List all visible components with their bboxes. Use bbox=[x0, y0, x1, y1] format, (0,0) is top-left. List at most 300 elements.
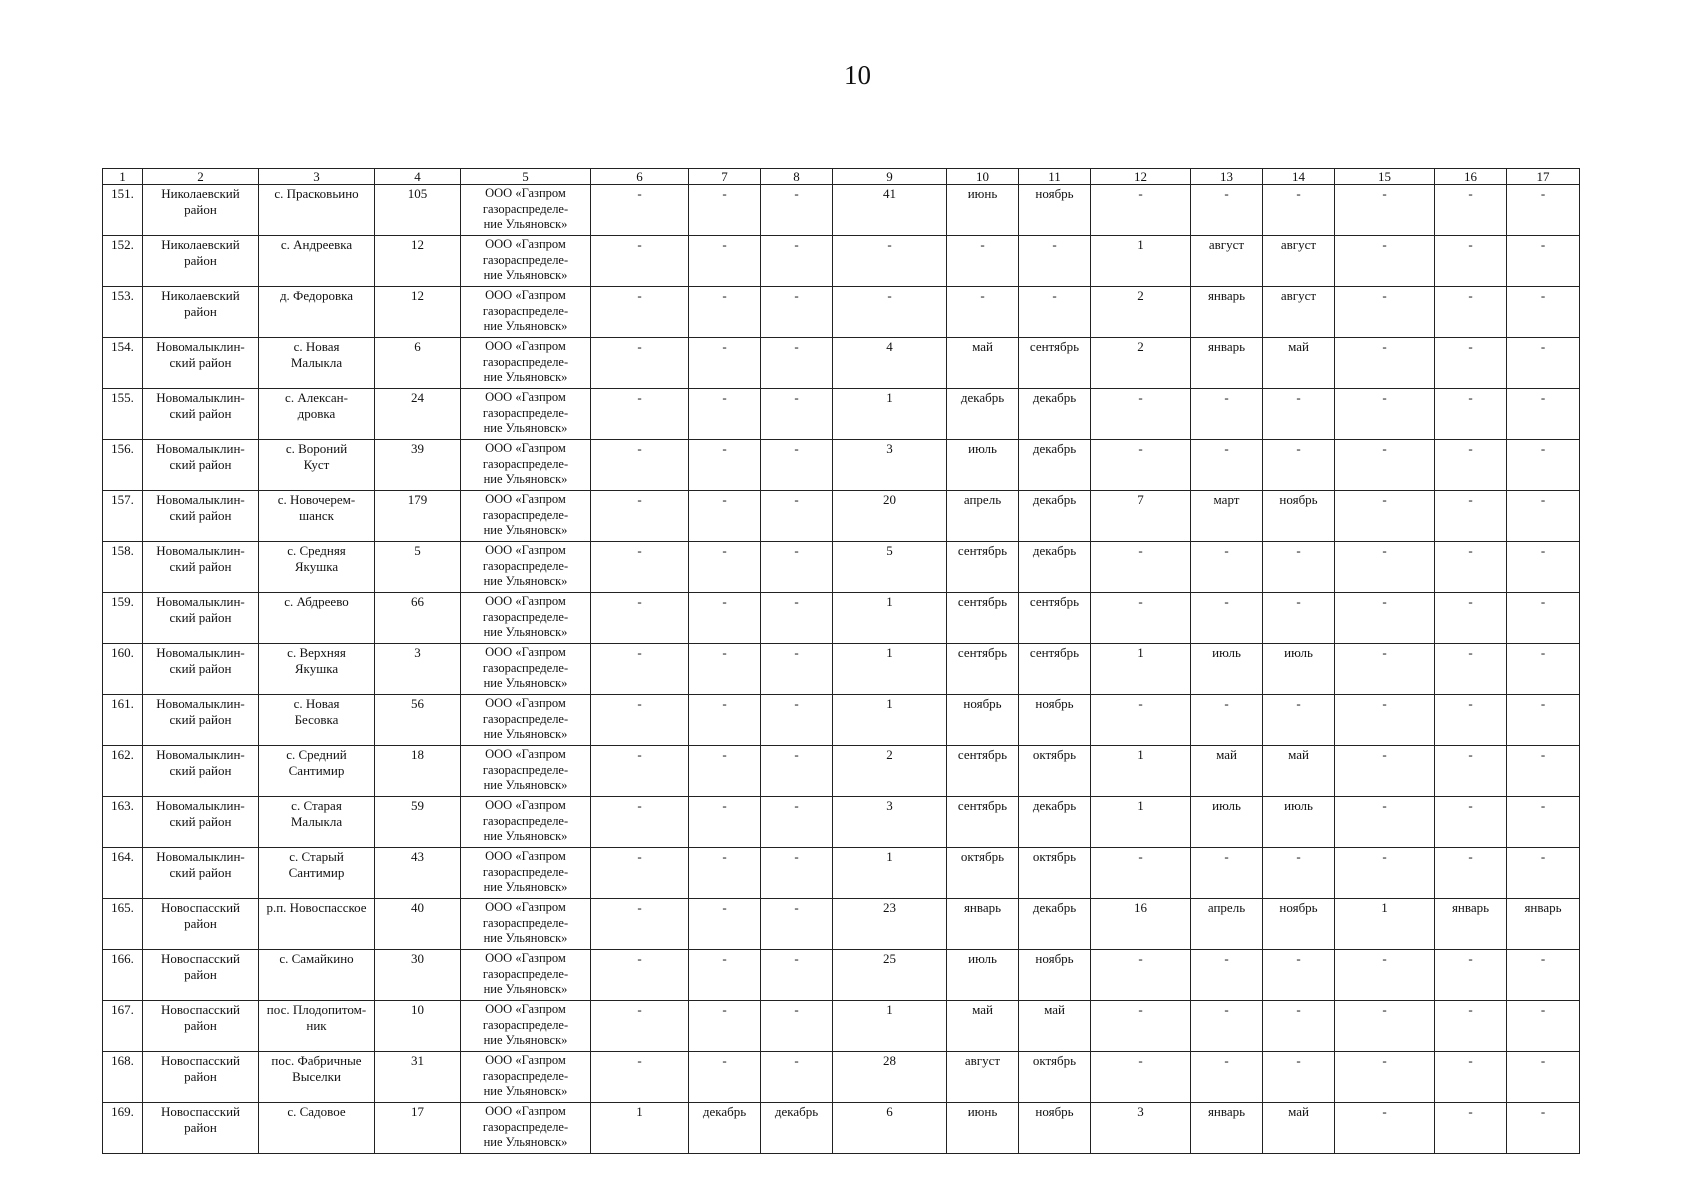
cell-line: ООО «Газпром bbox=[485, 645, 566, 659]
cell-line: район bbox=[184, 252, 217, 268]
district-cell bbox=[143, 746, 259, 797]
cell-col-14: - bbox=[1263, 542, 1335, 593]
cell-line: ский район bbox=[169, 711, 232, 727]
cell-col-9: 3 bbox=[833, 440, 947, 491]
cell-col-10: июль bbox=[947, 440, 1019, 491]
cell-col-4: 12 bbox=[375, 287, 461, 338]
cell-col-7: - bbox=[689, 185, 761, 236]
column-header-2: 2 bbox=[143, 169, 259, 185]
cell-col-7: - bbox=[689, 338, 761, 389]
cell-line: ский район bbox=[169, 405, 232, 421]
row-number: 168. bbox=[103, 1052, 143, 1103]
cell-col-6: - bbox=[591, 950, 689, 1001]
cell-col-10: сентябрь bbox=[947, 542, 1019, 593]
cell-col-11: октябрь bbox=[1019, 746, 1091, 797]
settlement-cell bbox=[259, 185, 375, 236]
cell-col-11: ноябрь bbox=[1019, 950, 1091, 1001]
district-cell bbox=[143, 338, 259, 389]
cell-line: Бесовка bbox=[294, 711, 339, 727]
cell-col-7: - bbox=[689, 1001, 761, 1052]
cell-col-10: - bbox=[947, 236, 1019, 287]
cell-col-10: декабрь bbox=[947, 389, 1019, 440]
table-row bbox=[103, 1001, 1580, 1052]
cell-col-15: - bbox=[1335, 1103, 1435, 1154]
cell-col-11: декабрь bbox=[1019, 491, 1091, 542]
cell-col-17: - bbox=[1507, 695, 1580, 746]
cell-line: шанск bbox=[299, 507, 334, 523]
district-cell bbox=[143, 593, 259, 644]
cell-col-17: - bbox=[1507, 1052, 1580, 1103]
cell-col-14: ноябрь bbox=[1263, 899, 1335, 950]
cell-col-7: - bbox=[689, 644, 761, 695]
cell-col-9: 1 bbox=[833, 593, 947, 644]
cell-line: с. Средний bbox=[286, 747, 347, 762]
district-cell bbox=[143, 236, 259, 287]
column-header-6: 6 bbox=[591, 169, 689, 185]
settlement-cell bbox=[259, 338, 375, 389]
cell-col-10: октябрь bbox=[947, 848, 1019, 899]
cell-col-10: январь bbox=[947, 899, 1019, 950]
cell-col-14: - bbox=[1263, 950, 1335, 1001]
cell-col-9: 23 bbox=[833, 899, 947, 950]
district-cell bbox=[143, 1001, 259, 1052]
cell-col-9: 6 bbox=[833, 1103, 947, 1154]
settlement-cell bbox=[259, 440, 375, 491]
cell-col-14: - bbox=[1263, 848, 1335, 899]
settlement-cell bbox=[259, 491, 375, 542]
table-row bbox=[103, 593, 1580, 644]
cell-col-15: - bbox=[1335, 950, 1435, 1001]
settlement-cell bbox=[259, 542, 375, 593]
cell-col-16: - bbox=[1435, 848, 1507, 899]
cell-col-8: - bbox=[761, 593, 833, 644]
cell-col-11: сентябрь bbox=[1019, 338, 1091, 389]
cell-col-11: ноябрь bbox=[1019, 695, 1091, 746]
cell-line: газораспределе- bbox=[482, 1068, 569, 1083]
cell-col-9: 1 bbox=[833, 695, 947, 746]
cell-col-15: - bbox=[1335, 1052, 1435, 1103]
cell-col-14: август bbox=[1263, 236, 1335, 287]
cell-col-8: - bbox=[761, 899, 833, 950]
cell-line: ООО «Газпром bbox=[485, 1002, 566, 1016]
cell-col-13: январь bbox=[1191, 287, 1263, 338]
organization-cell bbox=[461, 389, 591, 440]
cell-line: ние Ульяновск» bbox=[483, 676, 568, 690]
cell-col-9: 3 bbox=[833, 797, 947, 848]
cell-col-11: ноябрь bbox=[1019, 185, 1091, 236]
cell-col-13: март bbox=[1191, 491, 1263, 542]
cell-col-4: 10 bbox=[375, 1001, 461, 1052]
cell-col-8: - bbox=[761, 848, 833, 899]
cell-col-12: - bbox=[1091, 542, 1191, 593]
cell-col-14: - bbox=[1263, 593, 1335, 644]
cell-line: с. Новая bbox=[293, 696, 340, 711]
cell-col-9: 28 bbox=[833, 1052, 947, 1103]
settlement-cell bbox=[259, 746, 375, 797]
cell-line: ООО «Газпром bbox=[485, 594, 566, 608]
cell-col-13: - bbox=[1191, 695, 1263, 746]
cell-col-10: май bbox=[947, 338, 1019, 389]
cell-col-12: 1 bbox=[1091, 644, 1191, 695]
cell-col-15: - bbox=[1335, 287, 1435, 338]
cell-col-15: - bbox=[1335, 593, 1435, 644]
cell-line: газораспределе- bbox=[482, 303, 569, 318]
row-number: 155. bbox=[103, 389, 143, 440]
cell-col-6: - bbox=[591, 695, 689, 746]
cell-col-11: октябрь bbox=[1019, 848, 1091, 899]
cell-col-10: сентябрь bbox=[947, 644, 1019, 695]
cell-line: с. Новая bbox=[293, 339, 340, 354]
organization-cell bbox=[461, 644, 591, 695]
cell-line: с. Вороний bbox=[285, 441, 348, 456]
cell-line: ние Ульяновск» bbox=[483, 217, 568, 231]
cell-line: пос. Плодопитом- bbox=[266, 1002, 367, 1017]
district-cell bbox=[143, 695, 259, 746]
cell-col-13: - bbox=[1191, 848, 1263, 899]
cell-col-9: 1 bbox=[833, 644, 947, 695]
cell-col-6: - bbox=[591, 797, 689, 848]
cell-col-6: - bbox=[591, 338, 689, 389]
cell-col-4: 43 bbox=[375, 848, 461, 899]
row-number: 167. bbox=[103, 1001, 143, 1052]
cell-col-6: - bbox=[591, 287, 689, 338]
cell-col-9: 4 bbox=[833, 338, 947, 389]
cell-line: Новомалыклин- bbox=[156, 747, 245, 762]
cell-col-4: 179 bbox=[375, 491, 461, 542]
organization-cell bbox=[461, 746, 591, 797]
cell-col-17: - bbox=[1507, 542, 1580, 593]
cell-col-11: ноябрь bbox=[1019, 1103, 1091, 1154]
cell-col-14: май bbox=[1263, 746, 1335, 797]
column-header-8: 8 bbox=[761, 169, 833, 185]
cell-line: газораспределе- bbox=[482, 507, 569, 522]
cell-col-14: май bbox=[1263, 338, 1335, 389]
row-number: 151. bbox=[103, 185, 143, 236]
cell-col-9: 5 bbox=[833, 542, 947, 593]
cell-col-15: - bbox=[1335, 797, 1435, 848]
organization-cell bbox=[461, 338, 591, 389]
column-header-10: 10 bbox=[947, 169, 1019, 185]
cell-col-14: август bbox=[1263, 287, 1335, 338]
cell-col-6: - bbox=[591, 440, 689, 491]
cell-col-10: сентябрь bbox=[947, 593, 1019, 644]
settlement-cell bbox=[259, 593, 375, 644]
cell-line: газораспределе- bbox=[482, 201, 569, 216]
cell-col-15: - bbox=[1335, 389, 1435, 440]
cell-line: с. Самайкино bbox=[279, 951, 354, 966]
cell-col-8: - bbox=[761, 695, 833, 746]
cell-col-12: - bbox=[1091, 950, 1191, 1001]
cell-col-13: - bbox=[1191, 389, 1263, 440]
cell-line: с. Старая bbox=[291, 798, 342, 813]
cell-line: с. Верхняя bbox=[287, 645, 346, 660]
cell-col-12: 1 bbox=[1091, 797, 1191, 848]
cell-col-4: 66 bbox=[375, 593, 461, 644]
cell-col-6: - bbox=[591, 542, 689, 593]
cell-line: ние Ульяновск» bbox=[483, 727, 568, 741]
cell-col-8: - bbox=[761, 1001, 833, 1052]
cell-col-17: - bbox=[1507, 644, 1580, 695]
cell-col-15: - bbox=[1335, 644, 1435, 695]
cell-col-14: ноябрь bbox=[1263, 491, 1335, 542]
cell-line: с. Средняя bbox=[287, 543, 346, 558]
cell-line: ский район bbox=[169, 456, 232, 472]
cell-col-14: - bbox=[1263, 1052, 1335, 1103]
cell-col-15: - bbox=[1335, 695, 1435, 746]
cell-col-16: - bbox=[1435, 1103, 1507, 1154]
cell-col-15: - bbox=[1335, 542, 1435, 593]
column-header-1: 1 bbox=[103, 169, 143, 185]
table-row bbox=[103, 542, 1580, 593]
cell-line: район bbox=[184, 966, 217, 982]
organization-cell bbox=[461, 695, 591, 746]
cell-col-10: апрель bbox=[947, 491, 1019, 542]
cell-line: с. Садовое bbox=[287, 1104, 346, 1119]
cell-col-15: - bbox=[1335, 1001, 1435, 1052]
organization-cell bbox=[461, 797, 591, 848]
row-number: 160. bbox=[103, 644, 143, 695]
cell-col-10: сентябрь bbox=[947, 797, 1019, 848]
table-row bbox=[103, 746, 1580, 797]
cell-col-12: 2 bbox=[1091, 338, 1191, 389]
cell-col-9: 25 bbox=[833, 950, 947, 1001]
cell-line: с. Андреевка bbox=[280, 237, 353, 252]
cell-col-12: 3 bbox=[1091, 1103, 1191, 1154]
cell-line: ООО «Газпром bbox=[485, 798, 566, 812]
organization-cell bbox=[461, 440, 591, 491]
cell-col-17: - bbox=[1507, 797, 1580, 848]
cell-col-9: - bbox=[833, 287, 947, 338]
cell-line: ние Ульяновск» bbox=[483, 268, 568, 282]
cell-col-15: - bbox=[1335, 491, 1435, 542]
table-row bbox=[103, 440, 1580, 491]
cell-col-6: - bbox=[591, 899, 689, 950]
cell-col-14: - bbox=[1263, 1001, 1335, 1052]
cell-col-9: 1 bbox=[833, 389, 947, 440]
cell-line: ООО «Газпром bbox=[485, 441, 566, 455]
cell-col-7: - bbox=[689, 389, 761, 440]
settlement-cell bbox=[259, 848, 375, 899]
row-number: 156. bbox=[103, 440, 143, 491]
cell-line: Новомалыклин- bbox=[156, 543, 245, 558]
settlement-cell bbox=[259, 644, 375, 695]
cell-line: ский район bbox=[169, 558, 232, 574]
column-header-12: 12 bbox=[1091, 169, 1191, 185]
cell-col-7: - bbox=[689, 695, 761, 746]
district-cell bbox=[143, 491, 259, 542]
cell-col-4: 18 bbox=[375, 746, 461, 797]
cell-line: пос. Фабричные bbox=[271, 1053, 362, 1068]
cell-col-4: 24 bbox=[375, 389, 461, 440]
cell-col-15: 1 bbox=[1335, 899, 1435, 950]
cell-col-9: - bbox=[833, 236, 947, 287]
row-number: 164. bbox=[103, 848, 143, 899]
cell-col-13: - bbox=[1191, 440, 1263, 491]
cell-line: район bbox=[184, 915, 217, 931]
cell-col-11: сентябрь bbox=[1019, 593, 1091, 644]
cell-col-12: 7 bbox=[1091, 491, 1191, 542]
settlement-cell bbox=[259, 1103, 375, 1154]
cell-line: ние Ульяновск» bbox=[483, 778, 568, 792]
cell-col-13: - bbox=[1191, 185, 1263, 236]
cell-line: район bbox=[184, 303, 217, 319]
cell-col-16: - bbox=[1435, 1001, 1507, 1052]
cell-col-10: май bbox=[947, 1001, 1019, 1052]
cell-col-14: июль bbox=[1263, 644, 1335, 695]
settlement-cell bbox=[259, 287, 375, 338]
cell-col-10: ноябрь bbox=[947, 695, 1019, 746]
cell-line: район bbox=[184, 1017, 217, 1033]
row-number: 162. bbox=[103, 746, 143, 797]
cell-line: ООО «Газпром bbox=[485, 288, 566, 302]
cell-line: ООО «Газпром bbox=[485, 900, 566, 914]
cell-line: ние Ульяновск» bbox=[483, 982, 568, 996]
cell-col-10: июль bbox=[947, 950, 1019, 1001]
cell-line: Новомалыклин- bbox=[156, 441, 245, 456]
row-number: 154. bbox=[103, 338, 143, 389]
row-number: 153. bbox=[103, 287, 143, 338]
cell-col-12: - bbox=[1091, 593, 1191, 644]
cell-col-11: декабрь bbox=[1019, 542, 1091, 593]
cell-col-13: август bbox=[1191, 236, 1263, 287]
cell-line: ние Ульяновск» bbox=[483, 472, 568, 486]
cell-line: с. Старый bbox=[289, 849, 344, 864]
cell-line: Новоспасский bbox=[160, 1053, 241, 1068]
cell-col-8: - bbox=[761, 338, 833, 389]
cell-col-7: - bbox=[689, 491, 761, 542]
settlement-cell bbox=[259, 1052, 375, 1103]
table-row bbox=[103, 644, 1580, 695]
cell-col-17: - bbox=[1507, 236, 1580, 287]
row-number: 163. bbox=[103, 797, 143, 848]
cell-line: Малыкла bbox=[290, 354, 343, 370]
cell-line: газораспределе- bbox=[482, 252, 569, 267]
column-header-14: 14 bbox=[1263, 169, 1335, 185]
cell-col-12: - bbox=[1091, 389, 1191, 440]
organization-cell bbox=[461, 1052, 591, 1103]
column-number-header bbox=[103, 169, 1580, 185]
column-header-17: 17 bbox=[1507, 169, 1580, 185]
cell-col-9: 2 bbox=[833, 746, 947, 797]
cell-col-12: - bbox=[1091, 440, 1191, 491]
cell-col-17: - bbox=[1507, 491, 1580, 542]
cell-col-8: - bbox=[761, 287, 833, 338]
cell-col-10: август bbox=[947, 1052, 1019, 1103]
cell-col-15: - bbox=[1335, 746, 1435, 797]
cell-line: газораспределе- bbox=[482, 966, 569, 981]
cell-line: Новоспасский bbox=[160, 900, 241, 915]
cell-col-13: июль bbox=[1191, 644, 1263, 695]
cell-col-11: декабрь bbox=[1019, 899, 1091, 950]
cell-col-8: - bbox=[761, 542, 833, 593]
cell-col-16: - bbox=[1435, 338, 1507, 389]
column-header-13: 13 bbox=[1191, 169, 1263, 185]
column-header-16: 16 bbox=[1435, 169, 1507, 185]
row-number: 159. bbox=[103, 593, 143, 644]
cell-col-12: 1 bbox=[1091, 236, 1191, 287]
cell-line: ние Ульяновск» bbox=[483, 370, 568, 384]
cell-col-17: - bbox=[1507, 746, 1580, 797]
cell-col-6: - bbox=[591, 1052, 689, 1103]
cell-col-7: - bbox=[689, 236, 761, 287]
cell-line: ние Ульяновск» bbox=[483, 625, 568, 639]
cell-line: газораспределе- bbox=[482, 915, 569, 930]
cell-line: ский район bbox=[169, 354, 232, 370]
row-number: 165. bbox=[103, 899, 143, 950]
cell-col-6: - bbox=[591, 848, 689, 899]
cell-col-16: январь bbox=[1435, 899, 1507, 950]
table-row bbox=[103, 848, 1580, 899]
cell-line: Новоспасский bbox=[160, 1002, 241, 1017]
cell-col-4: 40 bbox=[375, 899, 461, 950]
cell-col-9: 41 bbox=[833, 185, 947, 236]
cell-col-6: 1 bbox=[591, 1103, 689, 1154]
district-cell bbox=[143, 848, 259, 899]
cell-col-4: 5 bbox=[375, 542, 461, 593]
cell-line: газораспределе- bbox=[482, 864, 569, 879]
cell-col-17: - bbox=[1507, 1001, 1580, 1052]
cell-col-7: - bbox=[689, 440, 761, 491]
district-cell bbox=[143, 389, 259, 440]
cell-col-16: - bbox=[1435, 236, 1507, 287]
cell-col-13: июль bbox=[1191, 797, 1263, 848]
cell-line: ский район bbox=[169, 660, 232, 676]
cell-col-6: - bbox=[591, 236, 689, 287]
cell-col-10: июнь bbox=[947, 1103, 1019, 1154]
cell-line: Новомалыклин- bbox=[156, 492, 245, 507]
cell-col-13: - bbox=[1191, 1001, 1263, 1052]
row-number: 161. bbox=[103, 695, 143, 746]
cell-col-10: - bbox=[947, 287, 1019, 338]
settlement-cell bbox=[259, 797, 375, 848]
district-cell bbox=[143, 287, 259, 338]
settlement-cell bbox=[259, 899, 375, 950]
cell-line: район bbox=[184, 201, 217, 217]
column-header-3: 3 bbox=[259, 169, 375, 185]
cell-line: Новомалыклин- bbox=[156, 645, 245, 660]
cell-col-15: - bbox=[1335, 185, 1435, 236]
cell-col-11: октябрь bbox=[1019, 1052, 1091, 1103]
cell-col-12: 16 bbox=[1091, 899, 1191, 950]
cell-line: ский район bbox=[169, 507, 232, 523]
cell-col-16: - bbox=[1435, 950, 1507, 1001]
settlement-cell bbox=[259, 1001, 375, 1052]
cell-col-12: - bbox=[1091, 1052, 1191, 1103]
cell-line: ние Ульяновск» bbox=[483, 421, 568, 435]
cell-col-4: 39 bbox=[375, 440, 461, 491]
cell-line: р.п. Новоспасское bbox=[266, 900, 367, 915]
cell-line: ский район bbox=[169, 864, 232, 880]
cell-col-17: - bbox=[1507, 287, 1580, 338]
settlement-cell bbox=[259, 695, 375, 746]
cell-line: ООО «Газпром bbox=[485, 1053, 566, 1067]
cell-col-9: 1 bbox=[833, 1001, 947, 1052]
cell-line: ООО «Газпром bbox=[485, 951, 566, 965]
cell-line: ние Ульяновск» bbox=[483, 1033, 568, 1047]
organization-cell bbox=[461, 899, 591, 950]
organization-cell bbox=[461, 848, 591, 899]
cell-col-11: декабрь bbox=[1019, 797, 1091, 848]
cell-col-17: - bbox=[1507, 593, 1580, 644]
cell-col-9: 20 bbox=[833, 491, 947, 542]
cell-line: газораспределе- bbox=[482, 609, 569, 624]
cell-col-7: - bbox=[689, 848, 761, 899]
gasification-table bbox=[102, 168, 1580, 1154]
cell-line: ООО «Газпром bbox=[485, 849, 566, 863]
table-row bbox=[103, 695, 1580, 746]
organization-cell bbox=[461, 1001, 591, 1052]
cell-col-8: - bbox=[761, 797, 833, 848]
